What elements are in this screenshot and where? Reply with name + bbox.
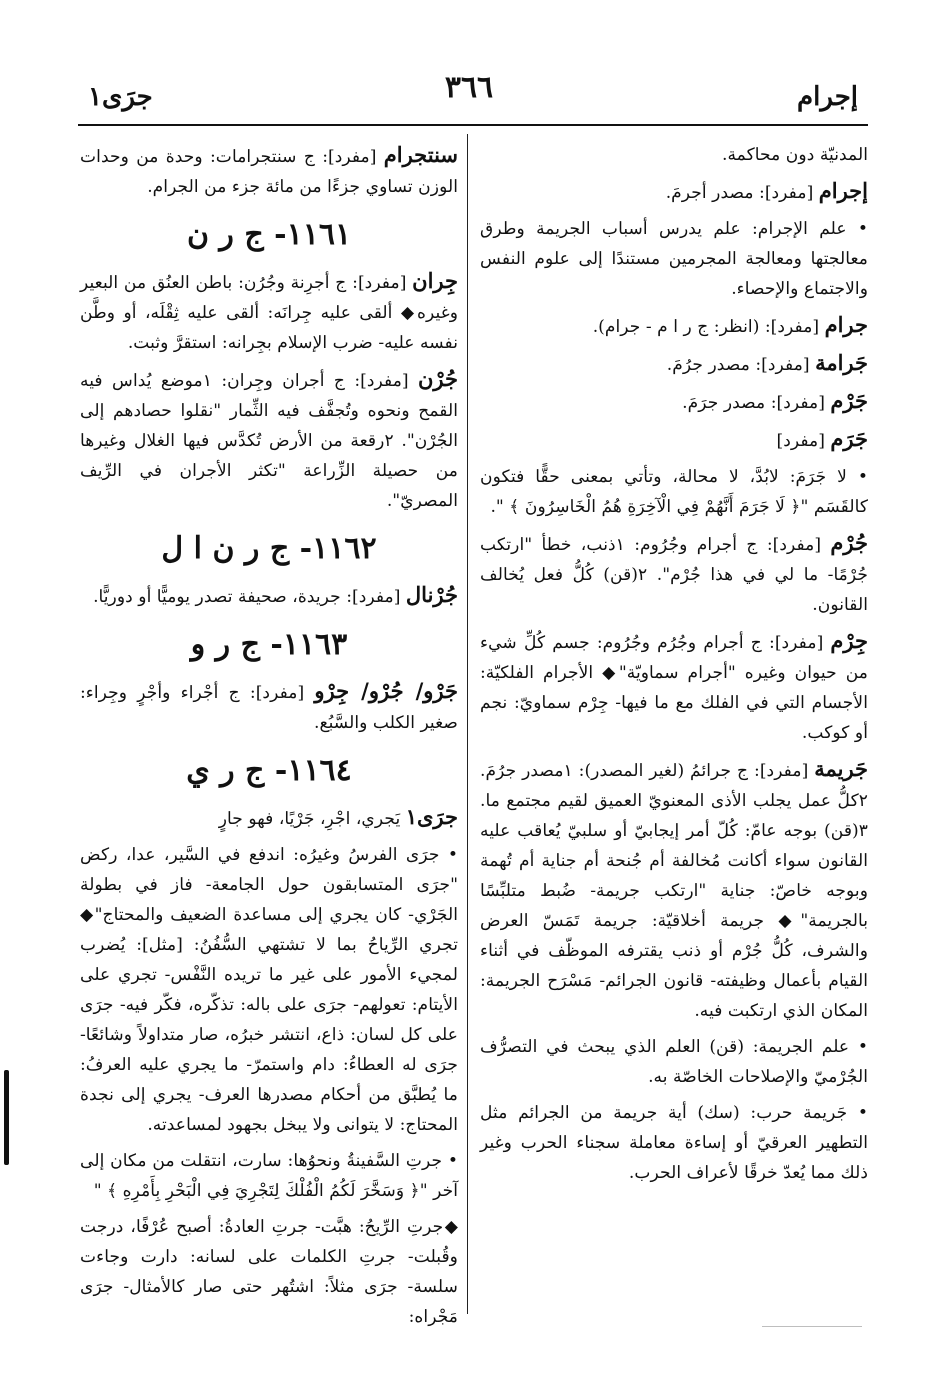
dictionary-entry [480,424,868,456]
dictionary-entry [80,140,458,202]
entry-definition: يَجري، اجْرِ، جَرْيًا، فهو جارٍ [218,809,406,829]
entry-sense [480,462,868,522]
entry-definition: • لا جَرَمَ: لابُدَّ، لا محالة، وتأتي بمعنى حقًّا فتكون كالقَسَم "﴿ لَا جَرَمَ أَنَّهُمْ فِي الْآخِرَةِ هُمُ الْخَاسِرُونَ ﴾ ". [480,467,868,517]
entry-headword: جِرْم [830,628,868,653]
entry-definition: [مفرد] [776,431,831,451]
entry-definition: [مفرد]: ج أجرام وجُرُم وجُرُوم: جسم كُلِّ شيء من حيوان وغيره "أجرام سماويّة"◆ الأجرام الفلكيّة: الأجسام التي في الفلك مع ما فيها- جِرْم سماويّ: نجم أو كوكب. [480,633,868,743]
entry-headword: جُرْنال [405,582,458,607]
dictionary-entry [480,310,868,342]
entry-sense [80,1146,458,1206]
entry-definition: ◆جرتِ الرِّيحُ: هبَّت- جرتِ العادةُ: أصبح عُرْفًا، درجت وقُبلت- جرتِ الكلمات على لسانه: دارت وجاءت سلسة- جرَى مثلاً: اشتُهر حتى صار كالأمثال- جرَى مَجْراه: [80,1217,458,1327]
entry-definition: [مفرد]: ج أجرِنة وجُرُن: باطن العنُق من البعير وغيره◆ ألقى عليه جِرانَه: ألقى عليه ثِقْلَه، أو وطَّن نفسه عليه- ضرب الإسلام بجِرانه: استقرَّ وثبت. [80,273,458,353]
entry-definition: • جرتِ السَّفينةُ ونحوُها: سارت، انتقلت من مكان إلى آخر "﴿ وَسَخَّرَ لَكُمُ الْفُلْكَ لِتَجْرِيَ فِي الْبَحْرِ بِأَمْرِهِ ﴾ " [80,1151,458,1201]
entry-headword: جُرْم [830,530,868,555]
entry-definition: • جرَى الفرسُ وغيرُه: اندفع في السَّير، عدا، ركض "جرَى المتسابقون حول الجامعة- فاز في بطولة الجَرْي- كان يجري إلى مساعدة الضعيف والمحتاج"◆ تجري الرِّياحُ بما لا تشتهي السُّفُنُ: [مثل]: يُضرب لمجيء الأمور على غير ما تريده النَّفْس- تجري على الأيتام: تعولهم- جرَى على باله: تذكّره، فكّر فيه- جرَى على كل لسان: ذاع، انتشر خبرُه، صار متداولاً وشائعًا- جرَى له العطاءُ: دام واستمرّ- ما يجري عليه العرفُ: ما يُطبَّق من أحكام مصدرها العرف- يجري إلى نجدة المحتاج: لا يتوانى ولا يبخل بجهود لمساعدته. [80,845,458,1135]
entry-headword: جَرَم [830,426,868,451]
entry-sense [480,1098,868,1188]
entry-sense [480,1032,868,1092]
entry-headword: سنتجرام [383,142,458,167]
dictionary-entry [80,266,458,358]
entry-headword: جَرامة [815,350,868,375]
entry-headword: جَريمة [814,756,869,781]
dictionary-entry [80,580,458,612]
column-divider [467,134,468,1314]
entry-definition: [مفرد]: مصدر جرَمَ. [682,393,831,413]
margin-mark [4,1070,9,1165]
left-column [80,140,458,1338]
entry-definition: [مفرد]: ج أجران وجِران: ١موضع يُداس فيه القمح ونحوه وتُجفَّف فيه الثِّمار "نقلوا حصادهم إلى الجُرْن". ٢رقعة من الأرض تُكدَّس فيها الغلال وغيرها من حصيلة الزِّراعة "تكثر الأجران في الرِّيف المصريّ". [80,371,458,511]
root-heading: ١١٦٢- ج ر ن ا ل [161,531,377,566]
dictionary-entry [480,386,868,418]
entry-definition: المدنيّة دون محاكمة. [722,145,868,165]
header-left-word: جرَى١ [88,82,153,112]
dictionary-entry [480,176,868,208]
root-heading: ١١٦٤- ج ر ي [186,753,352,788]
entry-definition: [مفرد]: ج أجْراء وأجْرٍ وجِراء: صغير الكلب والسَّبُع. [80,683,458,733]
entry-definition: [مفرد]: مصدر جرُمَ. [666,355,816,375]
entry-headword: جَرْو/ جُرْو/ جِرْو [314,678,459,703]
dictionary-entry [480,348,868,380]
page-number: ٣٦٦ [444,70,494,105]
entry-definition: [مفرد]: ج أجرام وجُرُوم: ١ذنب، خطأ "ارتكب جُرْمًا- ما لي في هذا جُرْم". ٢(قن) كُلُّ فعل يُخالف القانون. [480,535,868,615]
root-heading: ١١٦١- ج ر ن [186,217,352,252]
entry-definition: [مفرد]: ج سنتجرامات: وحدة من وحدات الوزن تساوي جزءًا من مائة جزء من الجرام. [80,147,458,197]
entry-headword: جَرْم [830,388,868,413]
root-heading: ١١٦٣- ج ر و [190,627,348,662]
entry-sense [480,140,868,170]
header-rule [78,124,868,126]
entry-headword: إجرام [818,178,868,203]
entry-headword: جُرْن [418,366,458,391]
dictionary-entry [80,676,458,738]
dictionary-entry [80,802,458,834]
entry-headword: جِران [412,268,458,293]
dictionary-entry [480,528,868,620]
entry-sense [480,214,868,304]
dictionary-entry [80,364,458,516]
entry-definition: [مفرد]: مصدر أجرمَ. [665,183,819,203]
entry-definition: [مفرد]: (انظر: ج ر ا م - جرام). [592,317,825,337]
entry-sense [80,1212,458,1332]
entry-definition: • علم الجريمة: (قن) العلم الذي يبحث في التصرُّف الجُرْميّ والإصلاحات الخاصّة به. [480,1037,868,1087]
entry-sense [80,840,458,1140]
dictionary-entry [480,626,868,748]
right-column [480,140,868,1194]
entry-definition: [مفرد]: ج جرائمُ (لغير المصدر): ١مصدر جرُمَ. ٢كلُّ عمل يجلب الأذى المعنويّ العميق لقيم مجتمع ما. ٣(قن) بوجه عامّ: كُلّ أمر إيجابيّ أو سلبيّ يُعاقب عليه القانون سواء أكانت مُخالفة أم جُنحة أم جناية أم تُهمة وبوجه خاصّ: جناية "ارتكب جريمة- ضُبط متلبِّسًا بالجريمة"◆ جريمة أخلاقيّة: جريمة تَمَسّ العرض والشرف، كُلُّ جُرْم أو ذنب يقترفه الموظّف في أثناء القيام بأعمال وظيفته- قانون الجرائم- مَسْرَح الجريمة: المكان الذي ارتكبت فيه. [480,761,868,1021]
entry-headword: جرَى١ [405,804,458,829]
header-right-word: إجرام [797,82,858,112]
entry-definition: [مفرد]: جريدة، صحيفة تصدر يوميًّا أو دوريًّا. [93,587,406,607]
entry-headword: جرام [824,312,868,337]
entry-definition: • جَريمة حرب: (سك) أية جريمة من الجرائم مثل التطهير العرقيّ أو إساءة معاملة سجناء الحرب وغير ذلك مما يُعدّ خرقًا لأعراف الحرب. [480,1103,868,1183]
dictionary-entry [480,754,868,1026]
footer-mark [762,1326,862,1327]
entry-definition: • علم الإجرام: علم يدرس أسباب الجريمة وطرق معالجتها ومعالجة المجرمين مستندًا إلى علوم النفس والاجتماع والإحصاء. [480,219,868,299]
